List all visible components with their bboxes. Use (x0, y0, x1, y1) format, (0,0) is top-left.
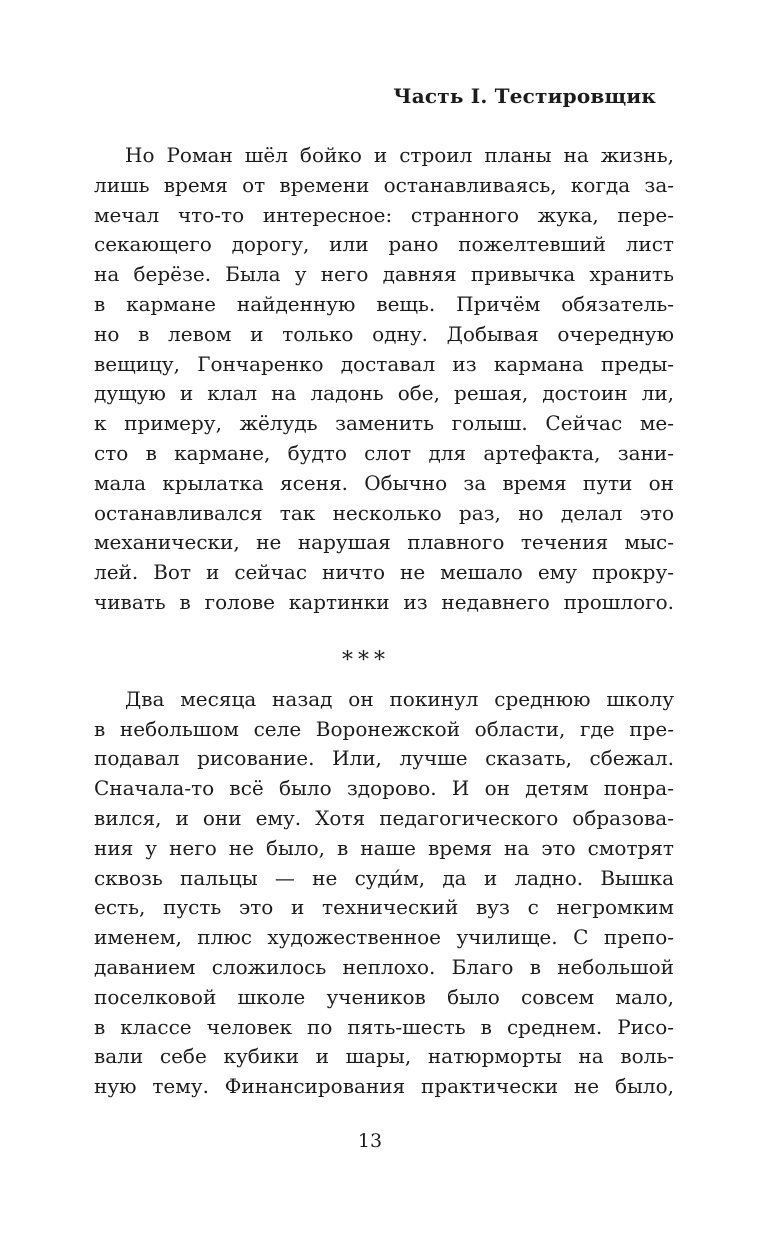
text-line: дущую и клал на ладонь обе, решая, достоин ли, (94, 381, 674, 406)
text-line: мечал что-то интересное: странного жука, пере- (94, 202, 674, 227)
text-line: есть, пусть это и технический вуз с негромким (94, 895, 674, 920)
text-line: в небольшом селе Воронежской области, где пре- (94, 716, 674, 741)
text-line: лей. Вот и сейчас ничто не мешало ему прокру- (94, 560, 674, 585)
text-line: мала крылатка ясеня. Обычно за время пути он (94, 470, 674, 495)
paragraph-2 (94, 685, 674, 1102)
text-line: останавливался так несколько раз, но делал это (94, 500, 674, 525)
text-line: чивать в голове картинки из недавнего прошлого. (94, 589, 674, 614)
text-line: но в левом и только одну. Добывая очередную (94, 321, 674, 346)
paragraph-1 (94, 141, 674, 618)
text-line: вился, и они ему. Хотя педагогического образова- (94, 805, 674, 830)
text-line: вали себе кубики и шары, натюрморты на воль- (94, 1044, 674, 1069)
text-line: сквозь пальцы — не суди́м, да и ладно. Вышка (94, 865, 674, 890)
text-line: Два месяца назад он покинул среднюю школу (125, 686, 674, 711)
section-separator: *** (342, 647, 390, 673)
text-line: лишь время от времени останавливаясь, когда за- (94, 172, 674, 197)
running-head: Часть I. Тестировщик (393, 84, 656, 108)
text-line: в кармане найденную вещь. Причём обязатель- (94, 291, 674, 316)
text-line: в классе человек по пять-шесть в среднем. Рисо- (94, 1014, 674, 1039)
text-line: вещицу, Гончаренко доставал из кармана преды- (94, 351, 674, 376)
text-line: к примеру, жёлудь заменить голыш. Сейчас ме- (94, 411, 674, 436)
text-line: даванием сложилось неплохо. Благо в небольшой (94, 954, 674, 979)
text-line: Сначала-то всё было здорово. И он детям понра- (94, 776, 674, 801)
text-block (94, 141, 674, 1102)
text-line: подавал рисование. Или, лучше сказать, сбежал. (94, 746, 674, 771)
text-line: именем, плюс художественное училище. С препо- (94, 925, 674, 950)
text-line: секающего дорогу, или рано пожелтевший лист (94, 232, 674, 257)
page-number: 13 (357, 1129, 383, 1152)
text-line: ния у него не было, в наше время на это смотрят (94, 835, 674, 860)
text-line: на берёзе. Была у него давняя привычка хранить (94, 262, 674, 287)
text-line: ную тему. Финансирования практически не было, (94, 1074, 674, 1099)
text-line: сто в кармане, будто слот для артефакта, зани- (94, 440, 674, 465)
text-line: механически, не нарушая плавного течения мыс- (94, 530, 674, 555)
text-line: поселковой школе учеников было совсем мало, (94, 984, 674, 1009)
text-line: Но Роман шёл бойко и строил планы на жизнь, (125, 143, 674, 167)
